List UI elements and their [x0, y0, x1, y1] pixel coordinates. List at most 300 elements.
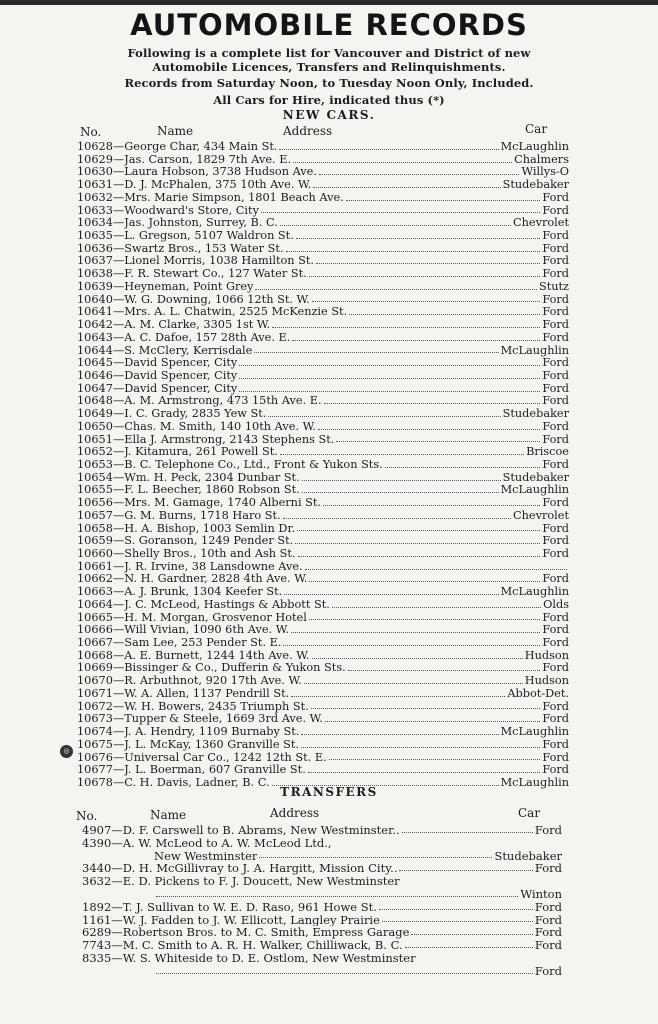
top-rule [0, 0, 658, 5]
dot-leader [379, 909, 533, 910]
new-car-row [77, 662, 569, 675]
owner-address: D. J. McPhalen, 375 10th Ave. W. [124, 179, 312, 192]
owner-address: Wm. H. Peck, 2304 Dunbar St. [124, 471, 300, 484]
dash-separator: — [111, 913, 123, 927]
dash-separator: — [112, 191, 125, 204]
dash-separator: — [112, 153, 125, 166]
dash-separator: — [112, 471, 125, 484]
new-car-row [77, 726, 569, 739]
car-make: Ford [534, 824, 562, 837]
dash-separator: — [112, 522, 125, 535]
dash-separator: — [112, 369, 125, 382]
license-number: 10668 [77, 649, 113, 662]
new-car-row [77, 573, 569, 586]
dash-separator: — [111, 862, 123, 876]
license-number: 10674 [77, 726, 113, 739]
dash-separator: — [112, 293, 125, 306]
dash-separator: — [112, 637, 125, 650]
dash-separator: — [112, 141, 125, 153]
transfer-row [82, 952, 562, 978]
dot-leader [261, 212, 540, 213]
new-car-row [77, 205, 569, 218]
owner-address: J. R. Irvine, 38 Lansdowne Ave. [124, 560, 303, 573]
license-number: 10629 [77, 153, 113, 166]
license-number: 10644 [77, 344, 113, 357]
dot-leader [305, 569, 567, 570]
transfer-line [82, 901, 562, 914]
owner-address: Ella J. Armstrong, 2143 Stephens St. [124, 433, 335, 446]
new-car-row [77, 764, 569, 777]
owner-address: A. M. Armstrong, 473 15th Ave. E. [124, 395, 322, 408]
transfer-parties: W. S. Whiteside to D. E. Ostlom, New Westminster [122, 951, 416, 965]
new-car-row [77, 510, 569, 523]
car-make: Ford [542, 331, 569, 344]
owner-address: J. L. McKay, 1360 Granville St. [124, 738, 300, 751]
license-number: 10672 [77, 700, 113, 713]
owner-address: Shelly Bros., 10th and Ash St. [124, 548, 296, 560]
license-number: 10647 [77, 382, 113, 395]
license-number: 10669 [77, 662, 113, 675]
dash-separator: — [112, 649, 125, 662]
new-car-row [77, 230, 569, 243]
license-number: 10648 [77, 395, 113, 408]
new-car-row [77, 484, 569, 497]
car-make: Ford [542, 751, 569, 764]
car-make: Studebaker [502, 408, 569, 421]
owner-address: C. H. Davis, Ladner, B. C. [124, 776, 270, 789]
license-number: 10658 [77, 522, 113, 535]
dash-separator: — [112, 382, 125, 395]
dash-separator: — [112, 713, 125, 726]
license-number: 10646 [77, 369, 113, 382]
dash-separator: — [112, 357, 125, 370]
dash-separator: — [112, 509, 125, 522]
owner-address: W. G. Downing, 1066 12th St. W. [124, 293, 310, 306]
car-make: Ford [542, 382, 569, 395]
dot-leader [318, 429, 541, 430]
dash-separator: — [112, 497, 125, 510]
car-make: Ford [542, 764, 569, 777]
dot-leader [302, 480, 501, 481]
car-make: Stutz [538, 280, 569, 293]
license-number: 10653 [77, 458, 113, 471]
owner-address: Swartz Bros., 153 Water St. [124, 242, 284, 255]
dash-separator: — [112, 776, 125, 789]
owner-address: Lionel Morris, 1038 Hamilton St. [124, 255, 315, 268]
owner-address: J. C. McLeod, Hastings & Abbott St. [124, 598, 330, 611]
new-car-row [77, 548, 569, 561]
license-number: 10641 [77, 306, 113, 319]
car-make: Ford [542, 522, 569, 535]
dot-leader [259, 857, 492, 858]
car-make: Ford [542, 420, 569, 433]
dot-leader [309, 581, 540, 582]
license-number: 10635 [77, 230, 113, 243]
dash-separator: — [112, 535, 125, 548]
car-make: Studebaker [502, 179, 569, 192]
dash-separator: — [112, 764, 125, 777]
transfers-col-header-name: Name [150, 808, 187, 822]
transfer-line [82, 875, 562, 888]
dot-leader [308, 772, 541, 773]
dot-leader [279, 149, 498, 150]
new-car-row [77, 141, 569, 154]
transfer-row [82, 837, 562, 863]
transfer-parties: W. J. Fadden to J. W. Ellicott, Langley Prairie [122, 913, 380, 927]
new-car-row [77, 612, 569, 625]
dash-separator: — [112, 687, 125, 700]
license-number: 10655 [77, 484, 113, 497]
owner-address: David Spencer, City [124, 369, 238, 382]
dot-leader [382, 921, 533, 922]
car-make: Ford [542, 306, 569, 319]
transfer-number: 6289 [82, 926, 112, 940]
car-make: Chevrolet [512, 509, 569, 522]
license-number: 10661 [77, 560, 113, 573]
dot-leader [309, 276, 541, 277]
transfer-number: 8335 [82, 951, 112, 965]
car-make: Ford [542, 535, 569, 548]
new-car-row [77, 357, 569, 370]
new-car-row [77, 561, 569, 574]
dot-leader [296, 238, 541, 239]
car-make: Winton [520, 887, 562, 901]
car-make: Ford [542, 230, 569, 243]
owner-address: R. Arbuthnot, 920 17th Ave. W. [124, 675, 302, 688]
dash-separator: — [112, 700, 125, 713]
dash-separator: — [112, 446, 125, 459]
new-car-row [77, 739, 569, 752]
license-number: 10637 [77, 255, 113, 268]
new-car-row [77, 166, 569, 179]
car-make: Ford [542, 700, 569, 713]
car-make: McLaughlin [500, 776, 569, 789]
owner-address: A. M. Clarke, 3305 1st W. [124, 319, 271, 332]
license-number: 10639 [77, 280, 113, 293]
transfers-col-header-car: Car [518, 806, 541, 820]
car-make: Ford [534, 862, 562, 876]
dash-separator: — [112, 751, 125, 764]
new-car-row [77, 688, 569, 701]
dash-separator: — [112, 319, 125, 332]
transfers-heading: TRANSFERS [280, 785, 378, 799]
license-number: 10670 [77, 675, 113, 688]
transfer-line [82, 914, 562, 927]
dot-leader [316, 263, 540, 264]
dot-leader [301, 747, 540, 748]
transfer-parties: D. F. Carswell to B. Abrams, New Westminster.. [122, 824, 400, 837]
car-make: Studebaker [494, 849, 562, 863]
dot-leader [295, 543, 540, 544]
dash-separator: — [112, 268, 125, 281]
car-make: Ford [542, 624, 569, 637]
dash-separator: — [112, 331, 125, 344]
new-car-row [77, 637, 569, 650]
transfer-row [82, 914, 562, 927]
new-car-row [77, 675, 569, 688]
owner-address: A. C. Dafoe, 157 28th Ave. E. [124, 331, 291, 344]
dot-leader [293, 162, 512, 163]
new-car-row [77, 421, 569, 434]
license-number: 10677 [77, 764, 113, 777]
dot-leader [286, 251, 541, 252]
new-car-row [77, 255, 569, 268]
dot-leader [291, 632, 540, 633]
col-header-name: Name [157, 124, 194, 138]
new-car-row [77, 319, 569, 332]
dash-separator: — [112, 611, 125, 624]
owner-address: David Spencer, City [124, 382, 238, 395]
car-make: Hudson [524, 675, 569, 688]
dash-separator: — [112, 624, 125, 637]
dot-leader [332, 607, 541, 608]
dash-separator: — [111, 951, 123, 965]
dot-leader [272, 327, 540, 328]
new-car-row [77, 586, 569, 599]
car-make: Ford [542, 738, 569, 751]
license-number: 10663 [77, 586, 113, 599]
new-car-row [77, 624, 569, 637]
headline-line-1: Following is a complete list for Vancouver and District of new [127, 46, 531, 60]
dash-separator: — [112, 675, 125, 688]
license-number: 10678 [77, 776, 113, 789]
car-make: Ford [542, 395, 569, 408]
owner-address: G. M. Burns, 1718 Haro St. [124, 509, 281, 522]
license-number: 10631 [77, 179, 113, 192]
dash-separator: — [111, 926, 123, 940]
car-make: Ford [542, 637, 569, 650]
transfer-number: 3440 [82, 862, 112, 876]
new-car-row [77, 179, 569, 192]
owner-address: Mrs. A. L. Chatwin, 2525 McKenzie St. [124, 306, 348, 319]
car-make: Ford [542, 433, 569, 446]
transfer-continued-text: New Westminster [154, 849, 258, 863]
dash-separator: — [112, 662, 125, 675]
license-number: 10675 [77, 738, 113, 751]
dash-separator: — [112, 344, 125, 357]
owner-address: Jas. Johnston, Surrey, B. C. [124, 217, 278, 230]
car-make: Ford [542, 242, 569, 255]
license-number: 10654 [77, 471, 113, 484]
owner-address: Will Vivian, 1090 6th Ave. W. [124, 624, 289, 637]
license-number: 10634 [77, 217, 113, 230]
new-cars-heading: NEW CARS. [282, 108, 376, 122]
new-car-row [77, 332, 569, 345]
transfers-list [82, 824, 562, 978]
dash-separator: — [112, 179, 125, 192]
license-number: 10630 [77, 166, 113, 179]
license-number: 10649 [77, 408, 113, 421]
transfer-parties: T. J. Sullivan to W. E. D. Raso, 961 Howe St. [122, 900, 377, 914]
license-number: 10671 [77, 687, 113, 700]
license-number: 10636 [77, 242, 113, 255]
dot-leader [280, 454, 524, 455]
headline-line-3: Records from Saturday Noon, to Tuesday Noon Only, Included. [124, 76, 534, 90]
car-make: Ford [542, 191, 569, 204]
dash-separator: — [112, 217, 125, 230]
new-car-row [77, 383, 569, 396]
owner-address: Jas. Carson, 1829 7th Ave. E. [124, 153, 292, 166]
owner-address: J. A. Hendry, 1109 Burnaby St. [124, 726, 300, 739]
owner-address: Bissinger & Co., Dufferin & Yukon Sts. [124, 662, 346, 675]
dash-separator: — [111, 875, 123, 888]
new-car-row [77, 306, 569, 319]
car-make: Ford [542, 548, 569, 560]
dash-separator: — [111, 836, 123, 850]
dot-leader [309, 619, 540, 620]
new-car-row [77, 459, 569, 472]
dot-leader [255, 289, 536, 290]
owner-address: Laura Hobson, 3738 Hudson Ave. [124, 166, 317, 179]
car-make: Ford [534, 939, 562, 952]
transfer-row [82, 926, 562, 939]
car-make: Ford [534, 926, 562, 940]
dot-leader [292, 340, 540, 341]
owner-address: Chas. M. Smith, 140 10th Ave. W. [124, 420, 316, 433]
transfer-row [82, 824, 562, 837]
license-number: 10664 [77, 598, 113, 611]
owner-address: S. McClery, Kerrisdale [124, 344, 253, 357]
dash-separator: — [112, 598, 125, 611]
owner-address: J. L. Boerman, 607 Granville St. [124, 764, 306, 777]
car-make: McLaughlin [500, 586, 569, 599]
owner-address: Universal Car Co., 1242 12th St. E. [124, 751, 327, 764]
car-make: Studebaker [502, 471, 569, 484]
car-make: Willys-O [521, 166, 569, 179]
dot-leader [304, 683, 523, 684]
dash-separator: — [112, 230, 125, 243]
owner-address: W. A. Allen, 1137 Pendrill St. [124, 687, 290, 700]
new-car-row [77, 268, 569, 281]
dot-leader [402, 832, 533, 833]
dash-separator: — [112, 420, 125, 433]
license-number: 10643 [77, 331, 113, 344]
dot-leader [268, 416, 500, 417]
license-number: 10673 [77, 713, 113, 726]
car-make: Ford [542, 573, 569, 586]
new-cars-list [77, 141, 569, 790]
transfer-line [82, 837, 562, 850]
car-make: Ford [542, 713, 569, 726]
transfer-number: 1161 [82, 913, 112, 927]
car-make: Ford [534, 964, 562, 978]
owner-address: L. Gregson, 5107 Waldron St. [124, 230, 294, 243]
dot-leader [239, 378, 540, 379]
license-number: 10650 [77, 420, 113, 433]
car-make: Ford [534, 913, 562, 927]
transfer-line [82, 926, 562, 939]
license-number: 10640 [77, 293, 113, 306]
dash-separator: — [112, 726, 125, 739]
transfer-parties: A. W. McLeod to A. W. McLeod Ltd., [122, 836, 332, 850]
dash-separator: — [112, 306, 125, 319]
col-header-address: Address [283, 124, 333, 138]
dot-leader [311, 708, 541, 709]
dot-leader [313, 187, 500, 188]
dot-leader [283, 518, 511, 519]
dash-separator: — [112, 484, 125, 497]
car-make: Chevrolet [512, 217, 569, 230]
headline-line-4: All Cars for Hire, indicated thus (*) [213, 93, 445, 107]
dash-separator: — [112, 548, 125, 560]
dot-leader [302, 492, 499, 493]
dot-leader [280, 225, 511, 226]
owner-address: Sam Lee, 253 Pender St. E. [124, 637, 282, 650]
owner-address: Tupper & Steele, 1669 3rd Ave. W. [124, 713, 323, 726]
new-car-row [77, 408, 569, 421]
car-make: Ford [542, 357, 569, 370]
owner-address: George Char, 434 Main St. [124, 141, 278, 153]
license-number: 10632 [77, 191, 113, 204]
new-car-row [77, 701, 569, 714]
car-make: McLaughlin [500, 726, 569, 739]
col-header-car: Car [525, 122, 548, 136]
dot-leader [336, 441, 540, 442]
car-make: McLaughlin [500, 344, 569, 357]
new-car-row [77, 243, 569, 256]
transfer-parties: Robertson Bros. to M. C. Smith, Empress Garage [122, 926, 410, 940]
car-make: Olds [543, 598, 569, 611]
owner-address: H. M. Morgan, Grosvenor Hotel [124, 611, 307, 624]
dash-separator: — [112, 408, 125, 421]
dash-separator: — [112, 242, 125, 255]
dot-leader [291, 696, 505, 697]
transfer-number: 3632 [82, 875, 112, 888]
transfer-row [82, 862, 562, 875]
dot-leader [156, 896, 518, 897]
dot-leader [323, 505, 540, 506]
dash-separator: — [112, 280, 125, 293]
dot-leader [297, 530, 540, 531]
car-make: Chalmers [514, 153, 569, 166]
dot-leader [399, 870, 532, 871]
dot-leader [349, 314, 540, 315]
new-car-row [77, 294, 569, 307]
new-car-row [77, 523, 569, 536]
license-number: 10628 [77, 141, 113, 153]
license-number: 10662 [77, 573, 113, 586]
car-make: Hudson [524, 649, 569, 662]
owner-address: Heyneman, Point Grey [124, 280, 254, 293]
new-car-row [77, 154, 569, 167]
dot-leader [254, 352, 498, 353]
license-number: 10633 [77, 204, 113, 217]
car-make: McLaughlin [500, 484, 569, 497]
car-make: Abbot-Det. [507, 687, 569, 700]
headline-line-2: Automobile Licences, Transfers and Relinquishments. [152, 60, 506, 74]
new-car-row [77, 752, 569, 765]
car-make: Ford [542, 293, 569, 306]
car-make: Ford [542, 611, 569, 624]
owner-address: F. R. Stewart Co., 127 Water St. [124, 268, 307, 281]
transfers-col-header-no: No. [76, 809, 98, 823]
license-number: 10652 [77, 446, 113, 459]
dot-leader [283, 645, 540, 646]
dash-separator: — [112, 255, 125, 268]
transfer-continuation [82, 888, 562, 901]
dash-separator: — [112, 204, 125, 217]
dot-leader [411, 934, 532, 935]
new-car-row [77, 535, 569, 548]
owner-address: A. J. Brunk, 1304 Keefer St. [124, 586, 283, 599]
car-make: Ford [542, 255, 569, 268]
new-car-row [77, 446, 569, 459]
owner-address: I. C. Grady, 2835 Yew St. [124, 408, 267, 421]
transfers-col-header-address: Address [270, 806, 320, 820]
license-number: 10656 [77, 497, 113, 510]
license-number: 10660 [77, 548, 113, 560]
license-number: 10645 [77, 357, 113, 370]
